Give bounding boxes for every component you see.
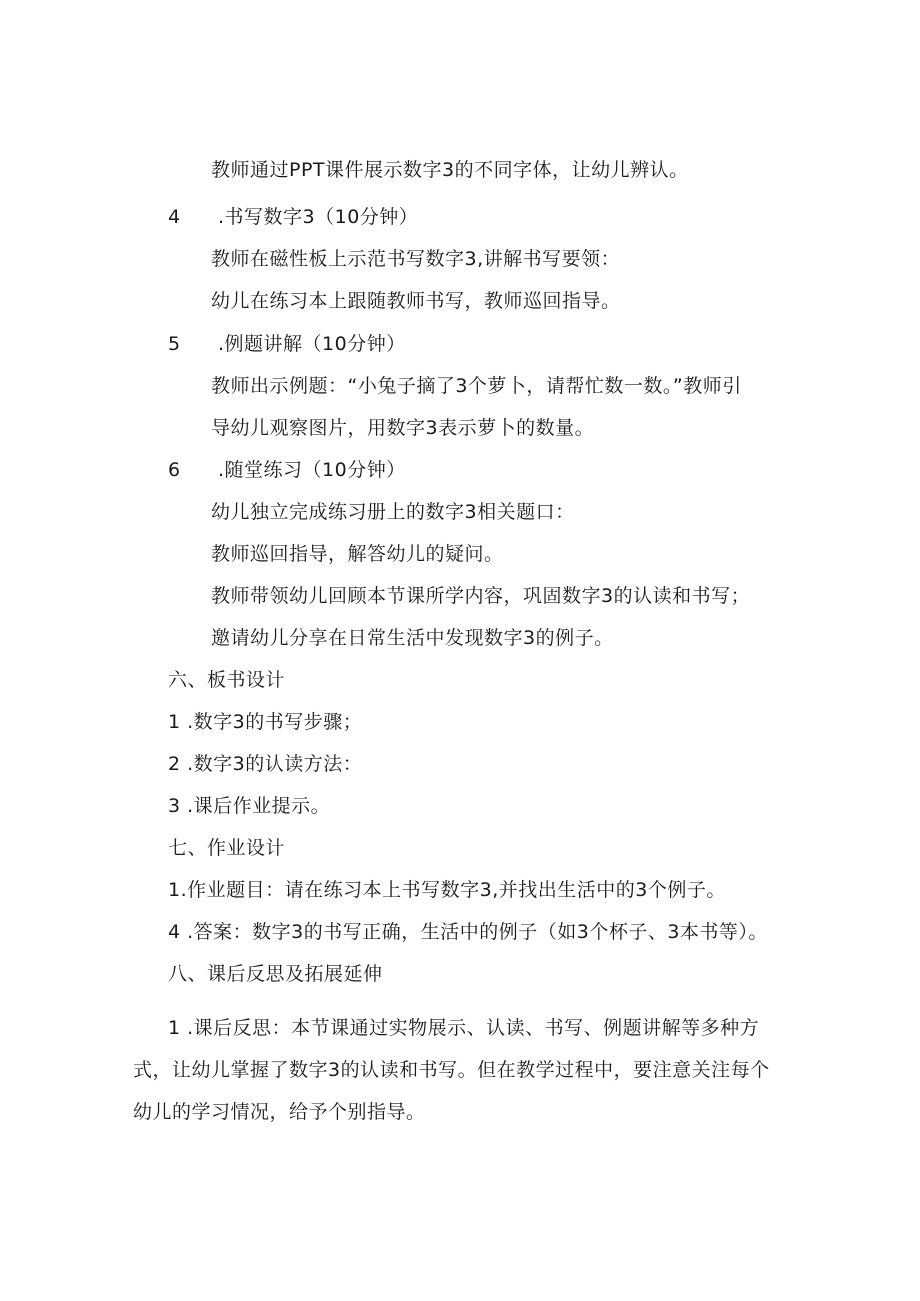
reflection-line-2: 式，让幼儿掌握了数字3的认读和书写。但在教学过程中，要注意关注每个 — [133, 1059, 770, 1081]
homework-item-1: 1.作业题目：请在练习本上书写数字3,并找出生活中的3个例子。 — [168, 879, 726, 901]
list-number-4: 4 — [168, 206, 181, 228]
board-item-1: 1 .数字3的书写步骤； — [168, 711, 363, 733]
paragraph-independent-practice: 幼儿独立完成练习册上的数字3相关题口： — [211, 501, 575, 523]
homework-item-answer: 4 .答案：数字3的书写正确，生活中的例子（如3个杯子、3本书等）。 — [168, 921, 768, 943]
paragraph-demo-writing: 教师在磁性板上示范书写数字3,讲解书写要领： — [211, 248, 621, 270]
board-item-3: 3 .课后作业提示。 — [168, 795, 331, 817]
list-number-6: 6 — [168, 459, 181, 481]
paragraph-sharing: 邀请幼儿分享在日常生活中发现数字3的例子。 — [211, 627, 614, 649]
board-item-2: 2 .数字3的认读方法： — [168, 753, 363, 775]
paragraph-teacher-guidance: 教师巡回指导，解答幼儿的疑问。 — [211, 543, 504, 565]
section-heading-homework: 七、作业设计 — [168, 837, 286, 859]
section-heading-writing: .书写数字3（10分钟） — [218, 206, 419, 228]
paragraph-example-line-1: 教师出示例题：“小兔子摘了3个萝卜，请帮忙数一数。”教师引 — [211, 375, 742, 397]
paragraph-font-recognition: 教师通过PPT课件展示数字3的不同字体，让幼儿辨认。 — [211, 159, 689, 181]
section-heading-reflection: 八、课后反思及拓展延伸 — [168, 963, 383, 985]
reflection-line-3: 幼儿的学习情况，给予个别指导。 — [133, 1101, 426, 1123]
list-number-5: 5 — [168, 333, 181, 355]
section-heading-example: .例题讲解（10分钟） — [218, 333, 406, 355]
reflection-line-1: 1 .课后反思：本节课通过实物展示、认读、书写、例题讲解等多种方 — [168, 1017, 760, 1039]
section-heading-practice: .随堂练习（10分钟） — [218, 459, 406, 481]
paragraph-example-line-2: 导幼儿观察图片，用数字3表示萝卜的数量。 — [211, 417, 595, 439]
section-heading-board-design: 六、板书设计 — [168, 669, 286, 691]
paragraph-review: 教师带领幼儿回顾本节课所学内容，巩固数字3的认读和书写； — [211, 585, 751, 607]
paragraph-practice-writing: 幼儿在练习本上跟随教师书写，教师巡回指导。 — [211, 290, 621, 312]
